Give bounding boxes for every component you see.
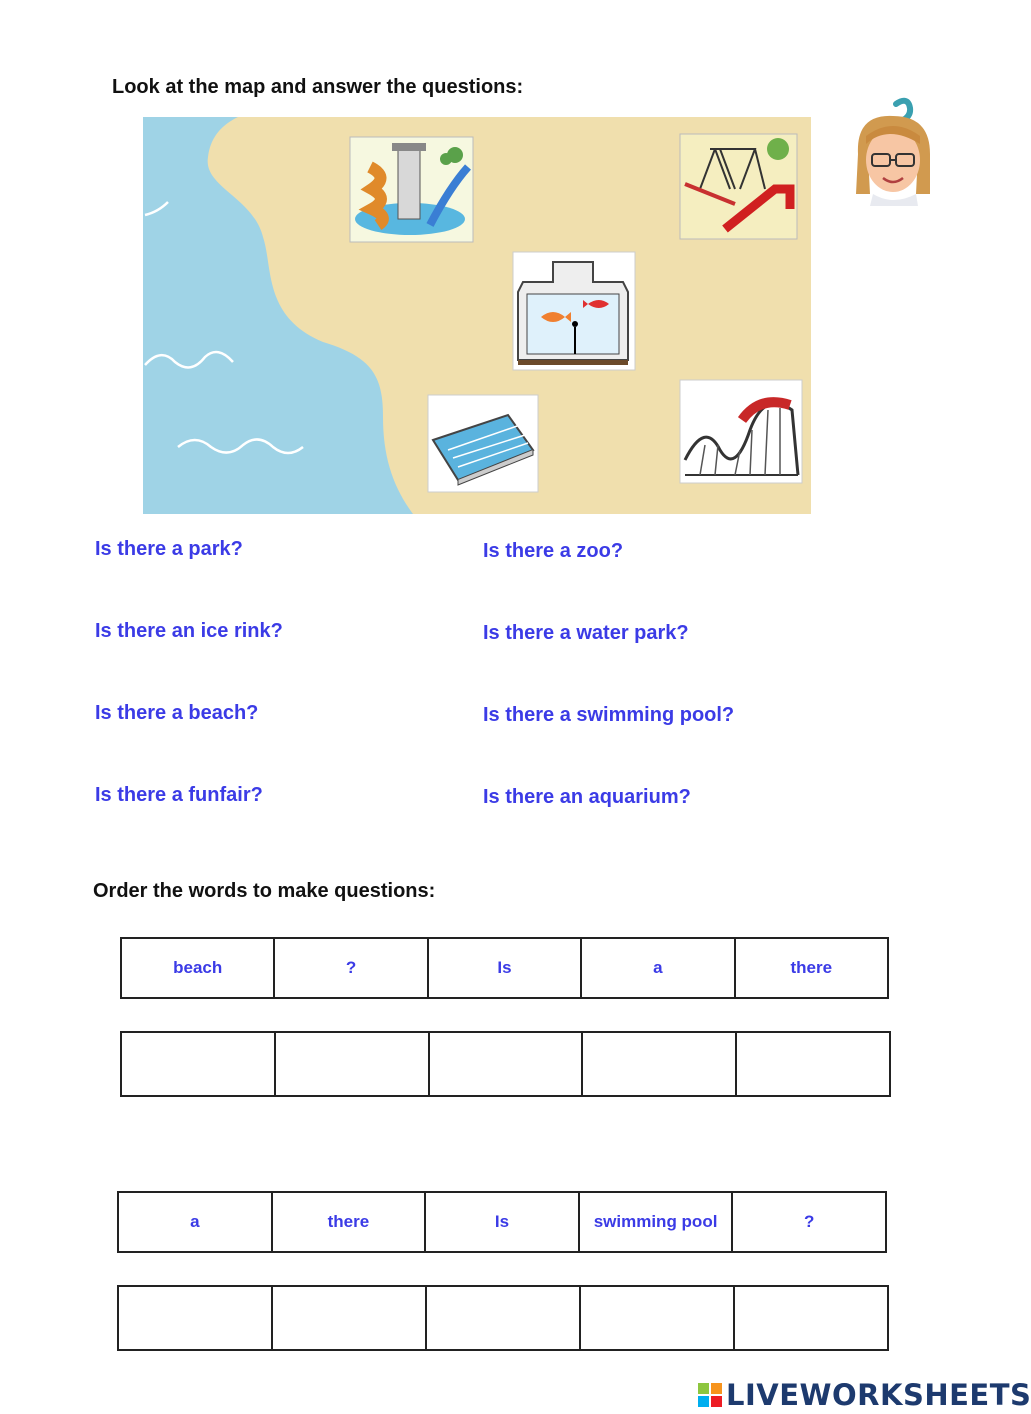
aquarium-icon [513, 252, 635, 370]
answer-grid-2 [117, 1285, 889, 1351]
answer-cell[interactable] [272, 1286, 426, 1350]
word-cell[interactable]: a [118, 1192, 272, 1252]
word-cell[interactable]: ? [732, 1192, 886, 1252]
answer-cell[interactable] [582, 1032, 736, 1096]
answer-grid-1 [120, 1031, 891, 1097]
instruction-map: Look at the map and answer the questions: [112, 76, 524, 98]
word-cell[interactable]: ? [274, 938, 427, 998]
teacher-avatar-icon [848, 94, 940, 206]
question-beach: Is there a beach? [95, 702, 259, 724]
answer-cell[interactable] [275, 1032, 429, 1096]
word-cell[interactable]: a [581, 938, 734, 998]
answer-cell[interactable] [426, 1286, 580, 1350]
question-aquarium: Is there an aquarium? [483, 786, 691, 808]
liveworksheets-logo [698, 1378, 1031, 1412]
question-water-park: Is there a water park? [483, 622, 689, 644]
water-park-icon [350, 137, 473, 242]
question-park: Is there a park? [95, 538, 243, 560]
map [143, 117, 811, 514]
answer-cell[interactable] [734, 1286, 888, 1350]
word-grid-1 [120, 937, 889, 999]
roller-coaster-icon [680, 380, 802, 483]
instruction-order: Order the words to make questions: [93, 880, 436, 902]
answer-cell[interactable] [429, 1032, 583, 1096]
answer-cell[interactable] [736, 1032, 890, 1096]
swimming-pool-icon [428, 395, 538, 492]
word-grid-2 [117, 1191, 887, 1253]
word-cell[interactable]: there [735, 938, 888, 998]
playground-icon [680, 134, 797, 239]
word-cell[interactable]: swimming pool [579, 1192, 733, 1252]
answer-cell[interactable] [121, 1032, 275, 1096]
word-cell[interactable]: Is [428, 938, 581, 998]
question-zoo: Is there a zoo? [483, 540, 624, 562]
word-cell[interactable]: Is [425, 1192, 579, 1252]
answer-cell[interactable] [118, 1286, 272, 1350]
question-swimming-pool: Is there a swimming pool? [483, 704, 735, 726]
question-ice-rink: Is there an ice rink? [95, 620, 283, 642]
logo-grid-icon [698, 1383, 722, 1407]
question-funfair: Is there a funfair? [95, 784, 263, 806]
logo-text: LIVEWORKSHEETS [726, 1378, 1031, 1412]
answer-cell[interactable] [580, 1286, 734, 1350]
word-cell[interactable]: there [272, 1192, 426, 1252]
word-cell[interactable]: beach [121, 938, 274, 998]
